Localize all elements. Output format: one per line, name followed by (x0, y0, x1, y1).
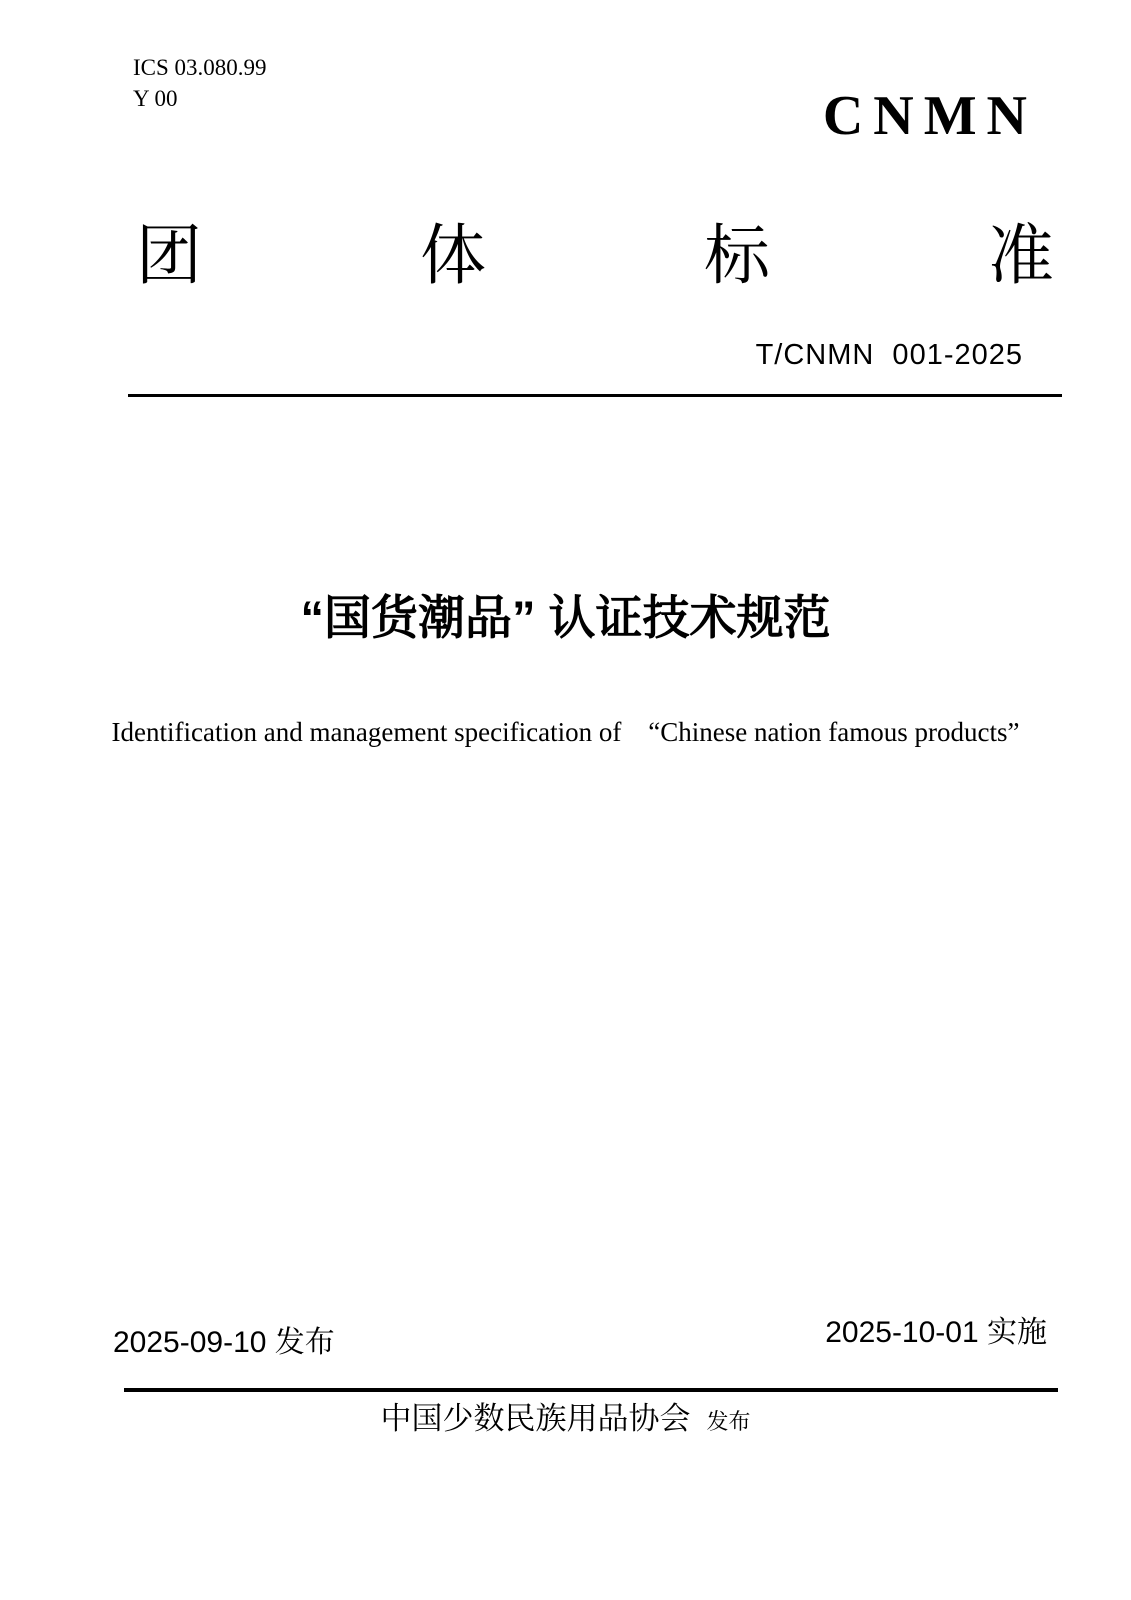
standard-title-chinese: “国货潮品” 认证技术规范 (300, 591, 831, 644)
doc-type-char-3: 标 (704, 218, 770, 292)
doc-type-char-4: 准 (988, 218, 1054, 292)
doc-type-char-2: 体 (420, 218, 486, 292)
implementation-date: 2025-10-01 实施 (825, 1316, 1047, 1349)
header-divider-line (128, 394, 1062, 397)
ics-code: ICS 03.080.99 (133, 55, 267, 80)
document-type-title (136, 218, 1054, 292)
publisher-name: 中国少数民族用品协会 (380, 1401, 691, 1436)
publish-label: 发布 (706, 1409, 751, 1434)
ics-code-block (133, 52, 267, 114)
cnmn-logo: CNMN (822, 85, 1037, 147)
standard-number: T/CNMN 001-2025 (755, 339, 1023, 371)
footer-divider-line (124, 1388, 1058, 1392)
classification-code: Y 00 (133, 86, 178, 111)
standard-title-english: Identification and management specification of “Chinese nation famous products” (111, 717, 1020, 747)
issue-date: 2025-09-10 发布 (113, 1326, 335, 1359)
doc-type-char-1: 团 (136, 218, 202, 292)
publisher-row (0, 1400, 1131, 1437)
